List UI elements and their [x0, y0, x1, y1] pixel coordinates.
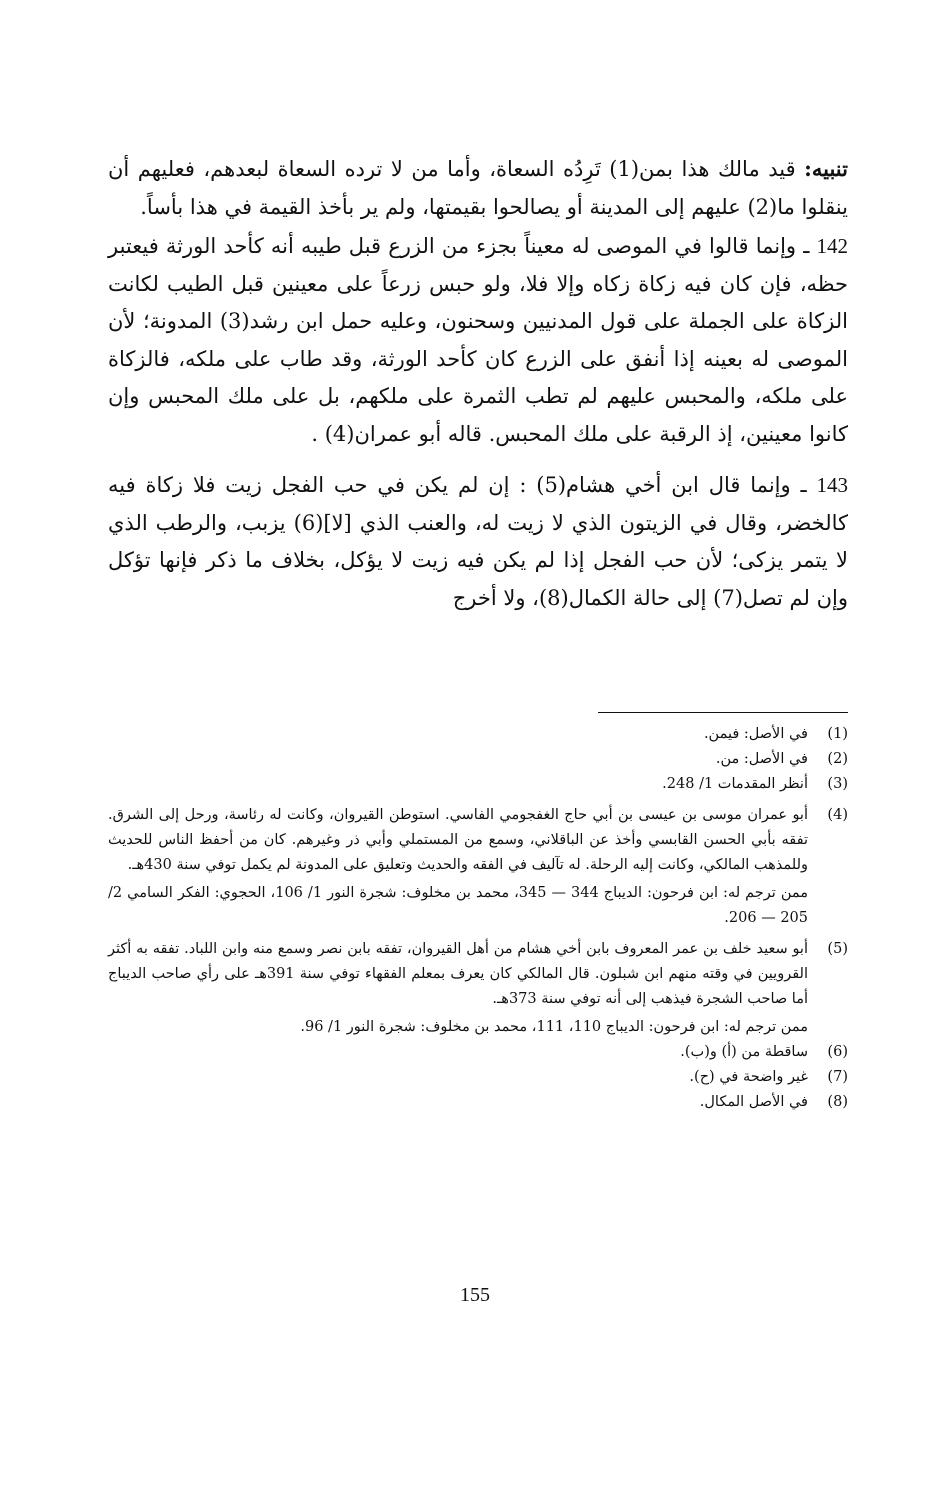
footnote-5 — [108, 937, 848, 1012]
footnote-number: (6) — [827, 1044, 848, 1060]
paragraph-number: 143 — [816, 473, 848, 497]
note-text: قيد مالك هذا بمن(1) تَرِدُه السعاة، وأما من لا ترده السعاة لبعدهم، فعليهم أن ينقلوا ما(2) عليهم إلى المدينة أو يصالحوا بقيمتها، ولم ير بأخذ القيمة في هذا بأساً. — [108, 157, 848, 219]
main-text — [108, 150, 848, 617]
page-number: 155 — [460, 1284, 490, 1306]
footnote-number: (7) — [827, 1069, 848, 1085]
footnote-8 — [108, 1090, 848, 1115]
paragraph-text: ـ وإنما قالوا في الموصى له معيناً بجزء من الزرع قبل طيبه أنه كأحد الورثة فيعتبر حظه، فإن كان فيه زكاة زكاه وإلا فلا، ولو حبس زرعاً على معينين قبل الطيب لكانت الزكاة على الجملة على قول المدنيين وسحنون، وعليه حمل ابن رشد(3) المدونة؛ لأن الموصى له بعينه إذا أنفق على الزرع كان كأحد الورثة، وقد طاب على ملكه، فالزكاة على ملكه، والمحبس عليهم لم تطب الثمرة على ملكهم، بل على ملك المحبس وإن كانوا معينين، إذ الرقبة على ملك المحبس. قاله أبو عمران(4) . — [108, 234, 848, 446]
footnote-separator — [598, 712, 848, 713]
paragraph-142 — [108, 228, 848, 453]
footnote-text: في الأصل: من. — [715, 751, 808, 767]
footnote-6 — [108, 1040, 848, 1065]
note-paragraph — [108, 150, 848, 226]
footnote-number: (8) — [827, 1094, 848, 1110]
footnote-number: (3) — [827, 776, 848, 792]
footnote-number: (4) — [827, 807, 848, 823]
footnote-text: ممن ترجم له: ابن فرحون: الديباج 344 — 345، محمد بن مخلوف: شجرة النور 1/ 106، الحجوي: الفكر السامي 2/ 205 — 206. — [108, 885, 809, 926]
paragraph-number: 142 — [816, 234, 848, 258]
footnote-2 — [108, 747, 848, 772]
paragraph-143 — [108, 467, 848, 617]
footnote-4-references — [108, 881, 848, 931]
footnote-text: أبو عمران موسى بن عيسى بن أبي حاج الغفجومي الفاسي. استوطن القيروان، وكانت له رئاسة، ورحل إلى الشرق. تفقه بأبي الحسن القابسي وأخذ عن الباقلاني، وسمع من المستملي وأبي ذر وغيرهم. كان من أحفظ الناس للحديث وللمذهب المالكي، وكانت إليه الرحلة. له تآليف في الفقه والحديث وتعليق على المدونة لم يكمل توفي سنة 430هـ. — [108, 807, 808, 873]
footnote-3 — [108, 772, 848, 797]
footnotes — [108, 722, 848, 1115]
footnote-7 — [108, 1065, 848, 1090]
footnote-text: ممن ترجم له: ابن فرحون: الديباج 110، 111، محمد بن مخلوف: شجرة النور 1/ 96. — [300, 1019, 808, 1035]
footnote-1 — [108, 722, 848, 747]
paragraph-text: ـ وإنما قال ابن أخي هشام(5) : إن لم يكن في حب الفجل زيت فلا زكاة فيه كالخضر، وقال في الزيتون الذي لا زيت له، والعنب الذي [لا](6) يزبب، والرطب الذي لا يتمر يزكى؛ لأن حب الفجل إذا لم يكن فيه زيت لا يؤكل، بخلاف ما ذكر فإنها تؤكل وإن لم تصل(7) إلى حالة الكمال(8)، ولا أخرج — [108, 473, 849, 610]
note-lead: تنبيه: — [804, 156, 848, 181]
footnote-text: في الأصل: فيمن. — [703, 726, 808, 742]
footnote-5-references — [108, 1015, 848, 1040]
footnote-text: في الأصل المكال. — [699, 1094, 808, 1110]
footnote-text: ساقطة من (أ) و(ب). — [680, 1044, 808, 1060]
footnote-text: أنظر المقدمات 1/ 248. — [662, 776, 808, 792]
footnote-number: (5) — [827, 941, 848, 957]
footnote-4 — [108, 803, 848, 878]
footnote-text: غير واضحة في (ح). — [689, 1069, 808, 1085]
footnote-number: (2) — [827, 751, 848, 767]
footnote-number: (1) — [827, 726, 848, 742]
footnote-text: أبو سعيد خلف بن عمر المعروف بابن أخي هشام من أهل القيروان، تفقه بابن نصر وسمع منه وابن اللباد. تفقه به أكثر القرويين في وقته منهم ابن شبلون. قال المالكي كان يعرف بمعلم الفقهاء توفي سنة 391هـ على رأي صاحب الديباج أما صاحب الشجرة فيذهب إلى أنه توفي سنة 373هـ. — [108, 941, 808, 1007]
